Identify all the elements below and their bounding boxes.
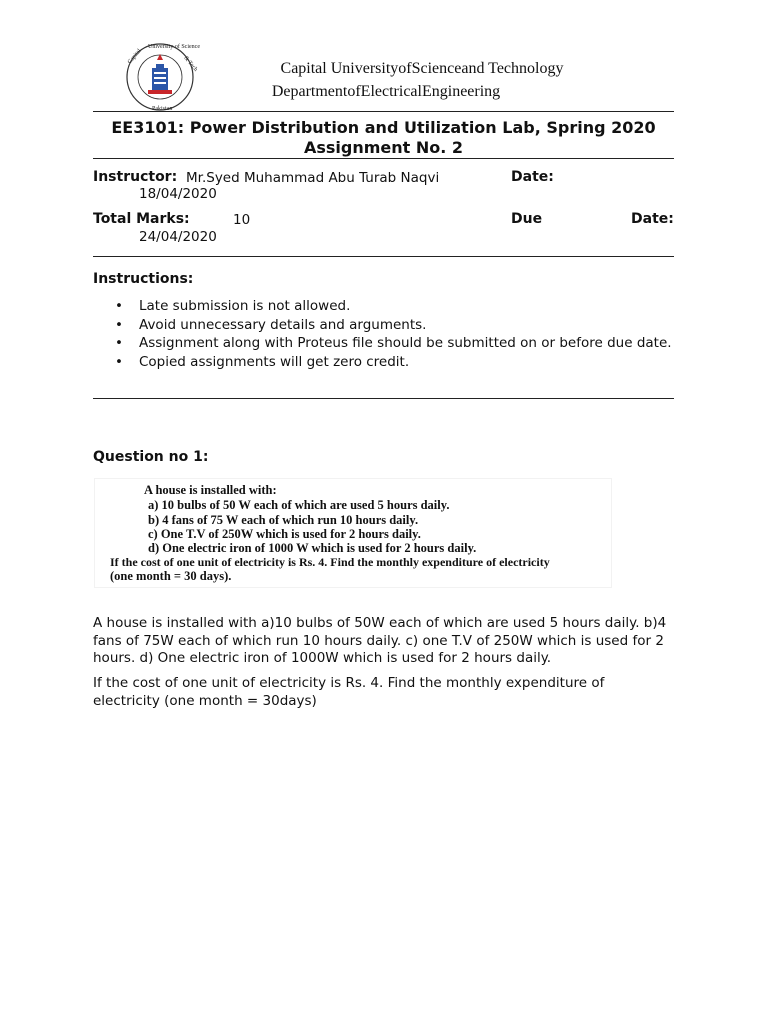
- due-label: Due: [511, 211, 543, 227]
- university-name: Capital UniversityofScienceand Technology: [280, 60, 564, 77]
- instruction-item: • Avoid unnecessary details and arguments.: [139, 317, 720, 334]
- total-marks-label: Total Marks:: [93, 211, 190, 227]
- question-image-line: a) 10 bulbs of 50 W each of which are used 5 hours daily.: [148, 498, 450, 512]
- date-label: Date:: [511, 169, 554, 185]
- instruction-item: • Late submission is not allowed.: [139, 298, 720, 315]
- question-image-line: A house is installed with:: [144, 483, 277, 497]
- instruction-item: • Copied assignments will get zero credit.: [139, 354, 720, 371]
- department-name: DepartmentofElectricalEngineering: [271, 83, 501, 100]
- instructor-name: Mr.Syed Muhammad Abu Turab Naqvi: [186, 170, 440, 186]
- title-divider: [93, 158, 674, 159]
- due-date-label: Date:: [631, 211, 674, 227]
- total-marks-value: 10: [233, 212, 251, 228]
- question-heading: Question no 1:: [93, 449, 209, 465]
- svg-text:& Tech: & Tech: [182, 55, 199, 73]
- question-paragraph: A house is installed with a)10 bulbs of 50W each of which are used 5 hours daily. b)4 fans of 75W each of which run 10 hours daily. c) one T.V of 250W which is used for 2 hours. d) One electric iron of 1000W which is used for 2 hours daily.: [93, 615, 667, 666]
- question-image: [94, 478, 612, 588]
- question-image-line: b) 4 fans of 75 W each of which run 10 hours daily.: [148, 513, 419, 527]
- question-image-line: (one month = 30 days).: [110, 569, 232, 583]
- instructor-label: Instructor:: [93, 169, 178, 185]
- svg-text:Pakistan: Pakistan: [152, 106, 173, 112]
- course-title: EE3101: Power Distribution and Utilization Lab, Spring 2020: [111, 118, 656, 137]
- meta-divider: [93, 256, 674, 257]
- header-divider: [93, 111, 674, 112]
- question-image-line: If the cost of one unit of electricity is Rs. 4. Find the monthly expenditure of electricity: [110, 555, 550, 569]
- due-date-value: 24/04/2020: [139, 229, 217, 245]
- question-image-line: d) One electric iron of 1000 W which is used for 2 hours daily.: [148, 541, 477, 555]
- instructions-heading: Instructions:: [93, 271, 194, 287]
- instruction-item: • Assignment along with Proteus file should be submitted on or before due date.: [139, 335, 720, 352]
- question-paragraph: If the cost of one unit of electricity is Rs. 4. Find the monthly expenditure of electricity (one month = 30days): [93, 675, 605, 709]
- instructions-divider: [93, 398, 674, 399]
- assignment-date: 18/04/2020: [139, 186, 217, 202]
- question-image-line: c) One T.V of 250W which is used for 2 hours daily.: [148, 527, 421, 541]
- svg-text:Capital: Capital: [126, 48, 143, 66]
- assignment-title: Assignment No. 2: [303, 138, 464, 157]
- svg-text:University of Science: University of Science: [148, 44, 200, 50]
- instructions-list: [93, 298, 720, 372]
